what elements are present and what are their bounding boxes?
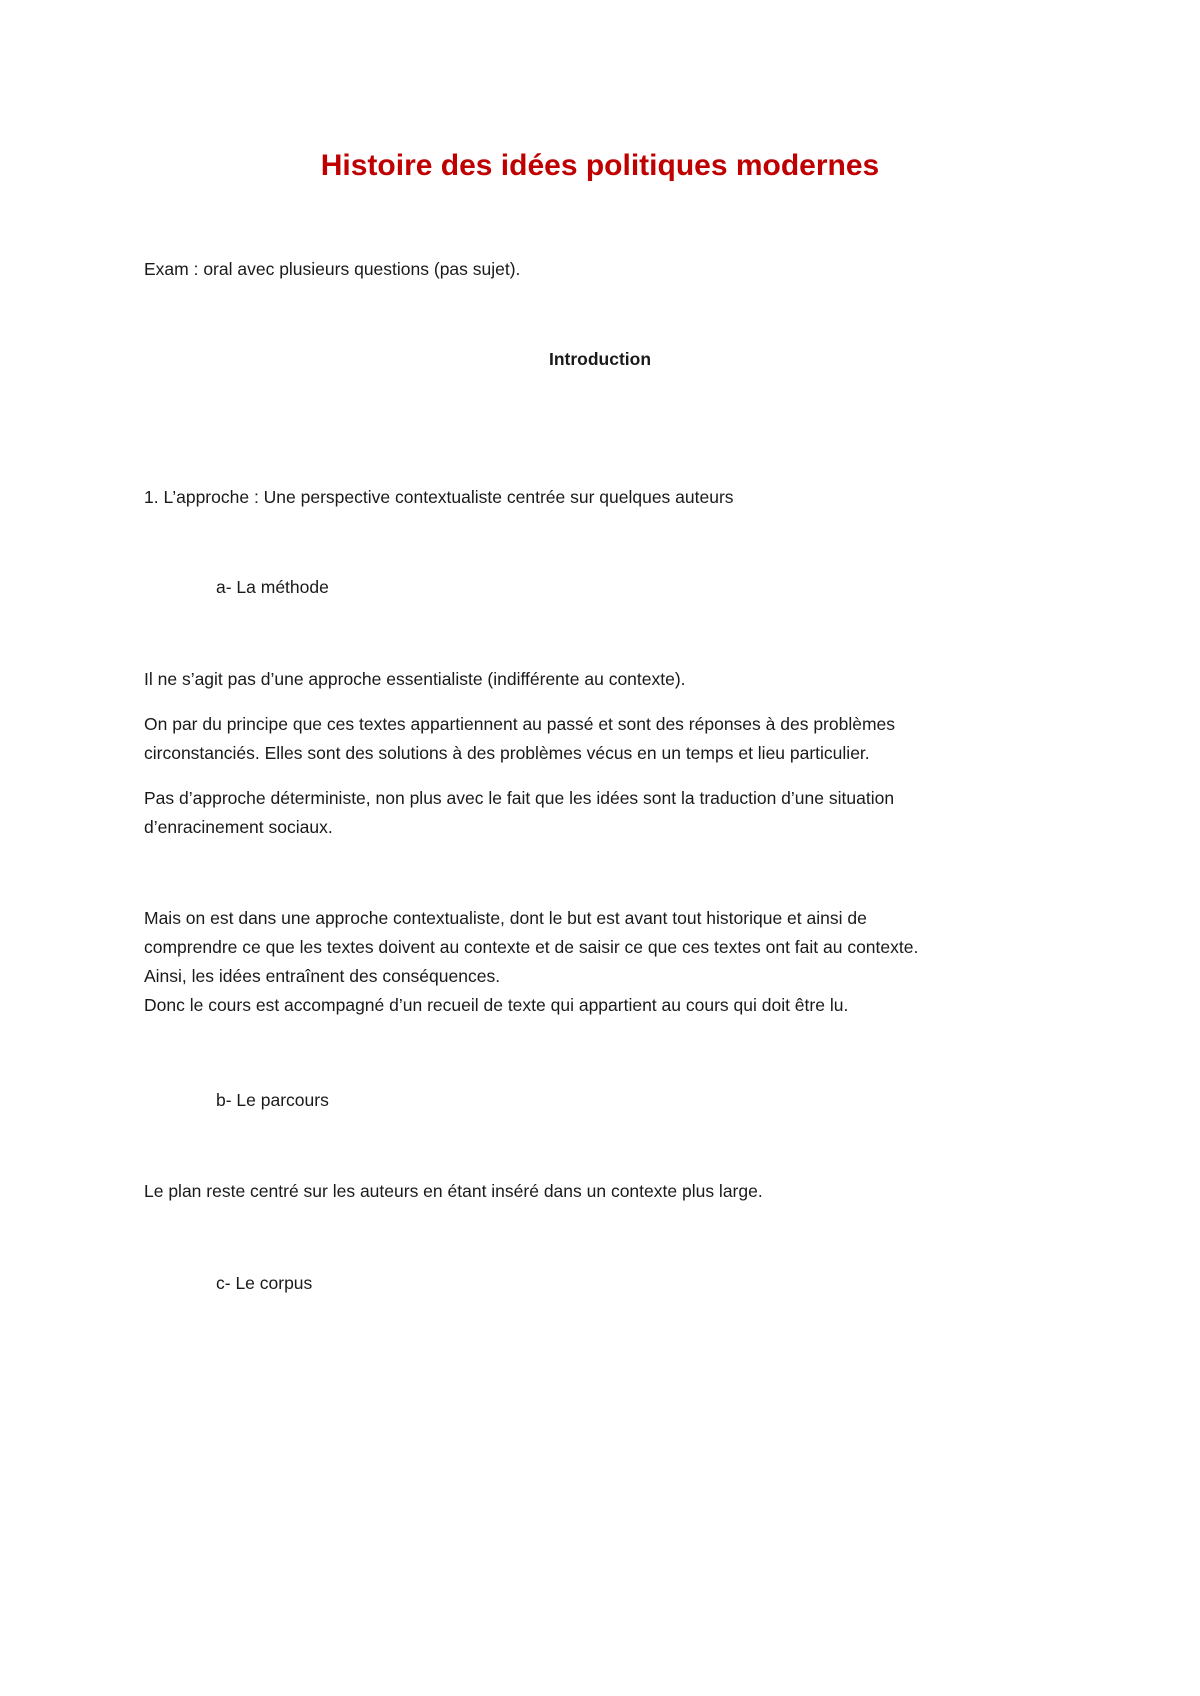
paragraph-4-line-2: comprendre ce que les textes doivent au contexte et de saisir ce que ces textes ont fait au contexte. xyxy=(144,937,919,957)
section-heading-introduction: Introduction xyxy=(548,349,652,369)
paragraph-3-line-1: Pas d’approche déterministe, non plus avec le fait que les idées sont la traduction d’une situation xyxy=(144,788,895,808)
paragraph-4-line-3: Ainsi, les idées entraînent des conséquences. xyxy=(144,966,501,986)
part-1-heading: 1. L’approche : Une perspective contextualiste centrée sur quelques auteurs xyxy=(144,487,734,507)
paragraph-5: Le plan reste centré sur les auteurs en étant inséré dans un contexte plus large. xyxy=(144,1181,763,1201)
paragraph-4-line-1: Mais on est dans une approche contextualiste, dont le but est avant tout historique et ainsi de xyxy=(144,908,867,928)
paragraph-2-line-2: circonstanciés. Elles sont des solutions à des problèmes vécus en un temps et lieu particulier. xyxy=(144,743,870,763)
paragraph-1: Il ne s’agit pas d’une approche essentialiste (indifférente au contexte). xyxy=(144,669,686,689)
subheading-c: c- Le corpus xyxy=(216,1273,313,1293)
document-title: Histoire des idées politiques modernes xyxy=(320,149,880,182)
subheading-a: a- La méthode xyxy=(216,577,329,597)
subheading-b: b- Le parcours xyxy=(216,1090,329,1110)
paragraph-2-line-1: On par du principe que ces textes appartiennent au passé et sont des réponses à des problèmes xyxy=(144,714,896,734)
paragraph-3-line-2: d’enracinement sociaux. xyxy=(144,817,333,837)
paragraph-4-line-4: Donc le cours est accompagné d’un recueil de texte qui appartient au cours qui doit être lu. xyxy=(144,995,849,1015)
exam-line: Exam : oral avec plusieurs questions (pas sujet). xyxy=(144,259,521,279)
